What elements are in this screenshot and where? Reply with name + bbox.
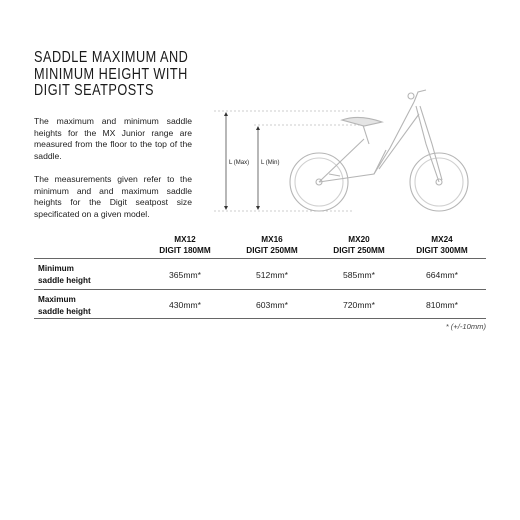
saddle-height-table <box>34 233 486 316</box>
table-cell: 365mm* <box>169 270 201 280</box>
title-line-2: MINIMUM HEIGHT WITH <box>34 65 188 83</box>
table-cell: 512mm* <box>256 270 288 280</box>
row-divider <box>34 289 486 290</box>
row-label-line: saddle height <box>38 307 91 316</box>
column-header-mx20 <box>314 235 404 256</box>
table-bottom-rule <box>34 318 486 319</box>
column-model: MX20 <box>348 235 370 244</box>
column-seatpost: DIGIT 250MM <box>333 245 385 255</box>
column-header-mx24 <box>397 235 487 256</box>
table-header <box>34 233 486 259</box>
column-model: MX16 <box>261 235 283 244</box>
column-model: MX12 <box>174 235 196 244</box>
tolerance-footnote: * (+/-10mm) <box>445 322 486 331</box>
title-line-1: SADDLE MAXIMUM AND <box>34 49 189 66</box>
row-label-line: Maximum <box>38 295 76 304</box>
table-cell: 810mm* <box>426 300 458 310</box>
bike-outline <box>290 90 468 211</box>
column-seatpost: DIGIT 300MM <box>416 245 468 255</box>
table-cell: 585mm* <box>343 270 375 280</box>
title-line-3: DIGIT SEATPOSTS <box>34 82 154 99</box>
column-seatpost: DIGIT 180MM <box>159 245 211 255</box>
column-header-mx12 <box>140 235 230 256</box>
balance-bike-diagram <box>214 84 504 214</box>
column-model: MX24 <box>431 235 453 244</box>
row-label-line: saddle height <box>38 276 91 285</box>
table-cell: 720mm* <box>343 300 375 310</box>
row-label-line: Minimum <box>38 264 74 273</box>
header-divider <box>34 258 486 259</box>
table-cell: 430mm* <box>169 300 201 310</box>
row-label-maximum <box>38 294 138 318</box>
page-title <box>34 50 190 100</box>
intro-paragraph: The maximum and minimum saddle heights for the MX Junior range are measured from the floor to the top of the saddle. <box>34 116 192 161</box>
table-cell: 603mm* <box>256 300 288 310</box>
measurement-note-paragraph: The measurements given refer to the minimum and and maximum saddle heights for the Digit seatpost size specificated on a given model. <box>34 174 192 219</box>
label-max: L (Max) <box>229 160 250 166</box>
label-min: L (Min) <box>261 160 280 166</box>
column-header-mx16 <box>227 235 317 256</box>
row-label-minimum <box>38 263 138 287</box>
column-seatpost: DIGIT 250MM <box>246 245 298 255</box>
table-cell: 664mm* <box>426 270 458 280</box>
